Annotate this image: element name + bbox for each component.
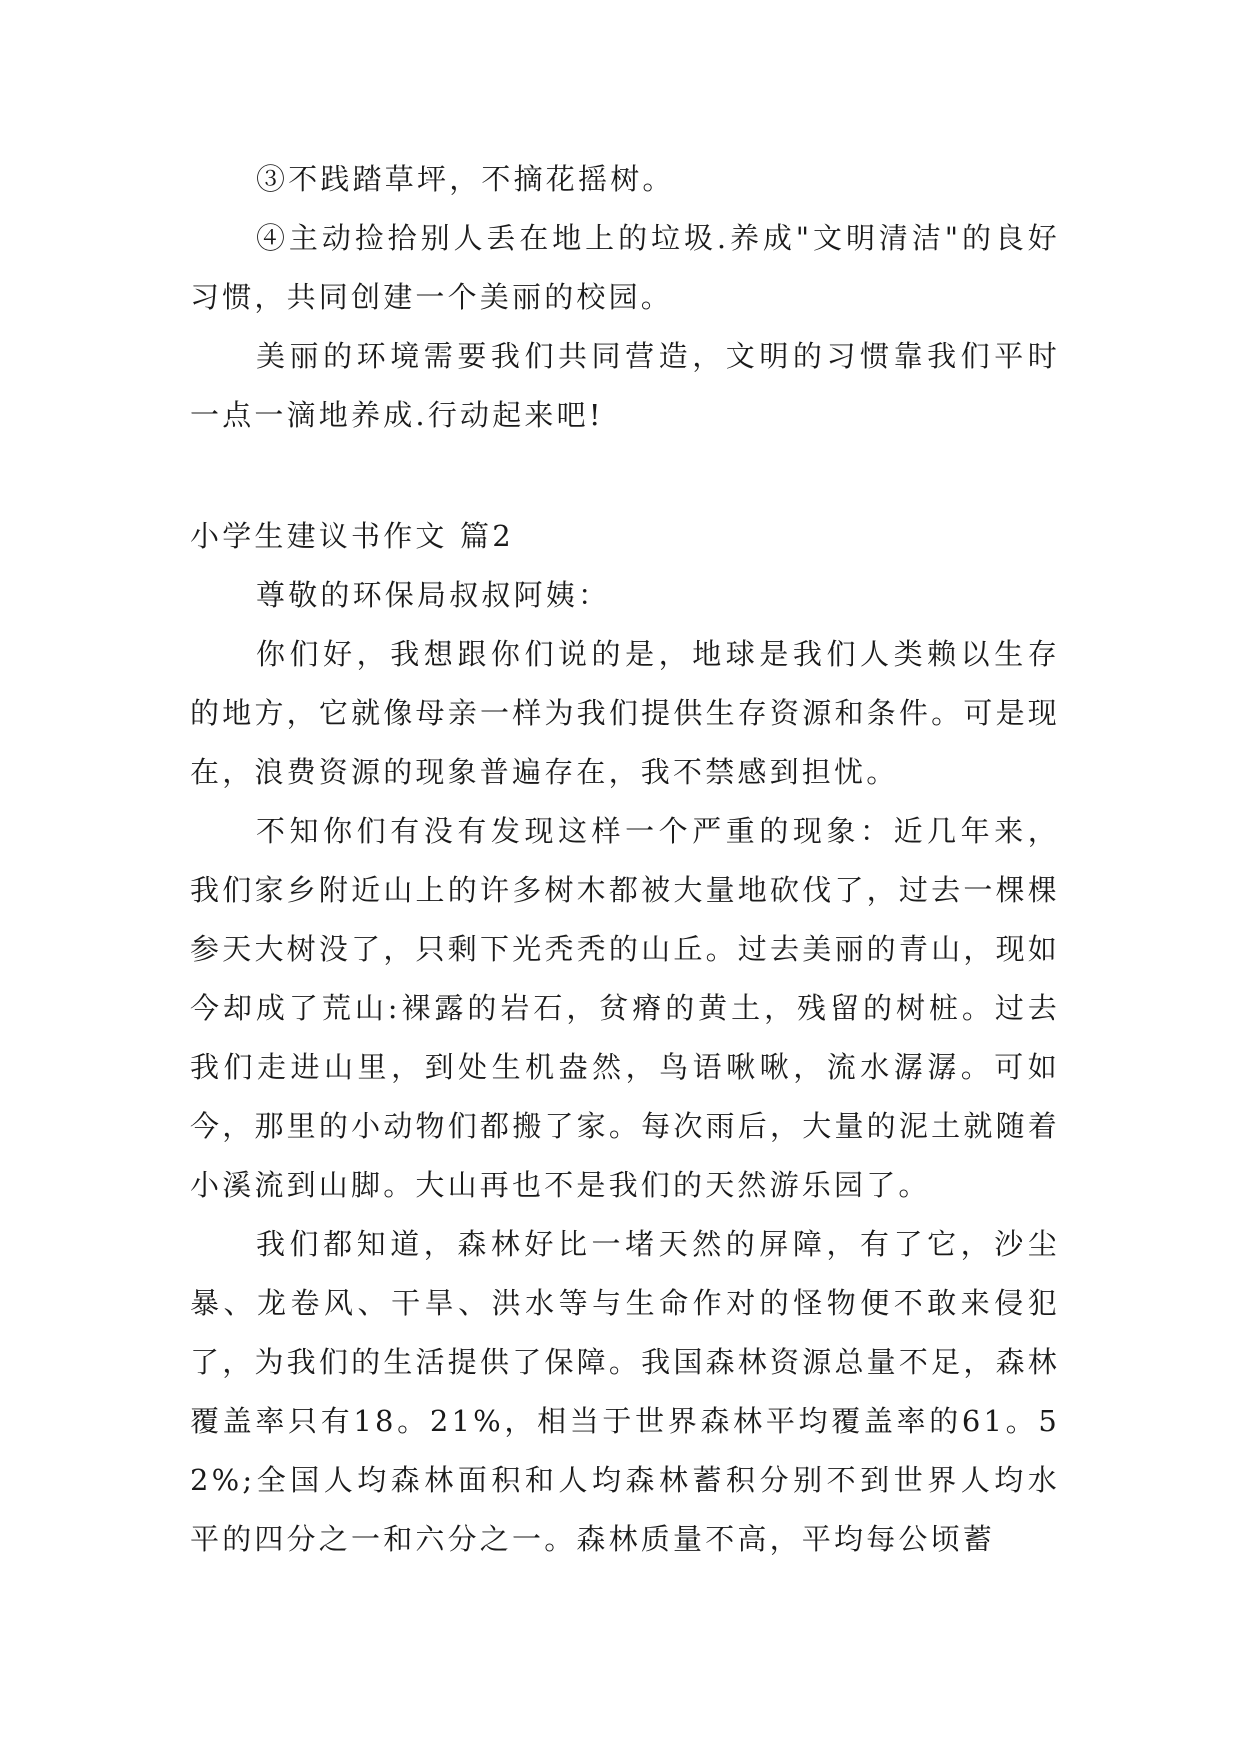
body-paragraph: 你们好，我想跟你们说的是，地球是我们人类赖以生存的地方，它就像母亲一样为我们提供生存资源和条件。可是现在，浪费资源的现象普遍存在，我不禁感到担忧。	[190, 637, 1060, 789]
section-heading: 小学生建议书作文 篇2	[190, 519, 514, 553]
body-paragraph: 我们都知道，森林好比一堵天然的屏障，有了它，沙尘暴、龙卷风、干旱、洪水等与生命作对的怪物便不敢来侵犯了，为我们的生活提供了保障。我国森林资源总量不足，森林覆盖率只有18。21%，相当于世界森林平均覆盖率的61。52%;全国人均森林面积和人均森林蓄积分别不到世界人均水平的四分之一和六分之一。森林质量不高，平均每公顷蓄	[190, 1227, 1060, 1556]
document-page	[190, 150, 1060, 1569]
list-item-4: ④主动捡拾别人丢在地上的垃圾.养成"文明清洁"的良好习惯，共同创建一个美丽的校园。	[190, 221, 1060, 314]
closing-paragraph: 美丽的环境需要我们共同营造，文明的习惯靠我们平时一点一滴地养成.行动起来吧!	[190, 339, 1060, 432]
list-item-3: ③不践踏草坪，不摘花摇树。	[256, 162, 675, 196]
salutation: 尊敬的环保局叔叔阿姨：	[256, 578, 611, 612]
body-paragraph: 不知你们有没有发现这样一个严重的现象：近几年来，我们家乡附近山上的许多树木都被大量地砍伐了，过去一棵棵参天大树没了，只剩下光秃秃的山丘。过去美丽的青山，现如今却成了荒山:裸露的岩石，贫瘠的黄土，残留的树桩。过去我们走进山里，到处生机盎然，鸟语啾啾，流水潺潺。可如今，那里的小动物们都搬了家。每次雨后，大量的泥土就随着小溪流到山脚。大山再也不是我们的天然游乐园了。	[190, 814, 1060, 1202]
